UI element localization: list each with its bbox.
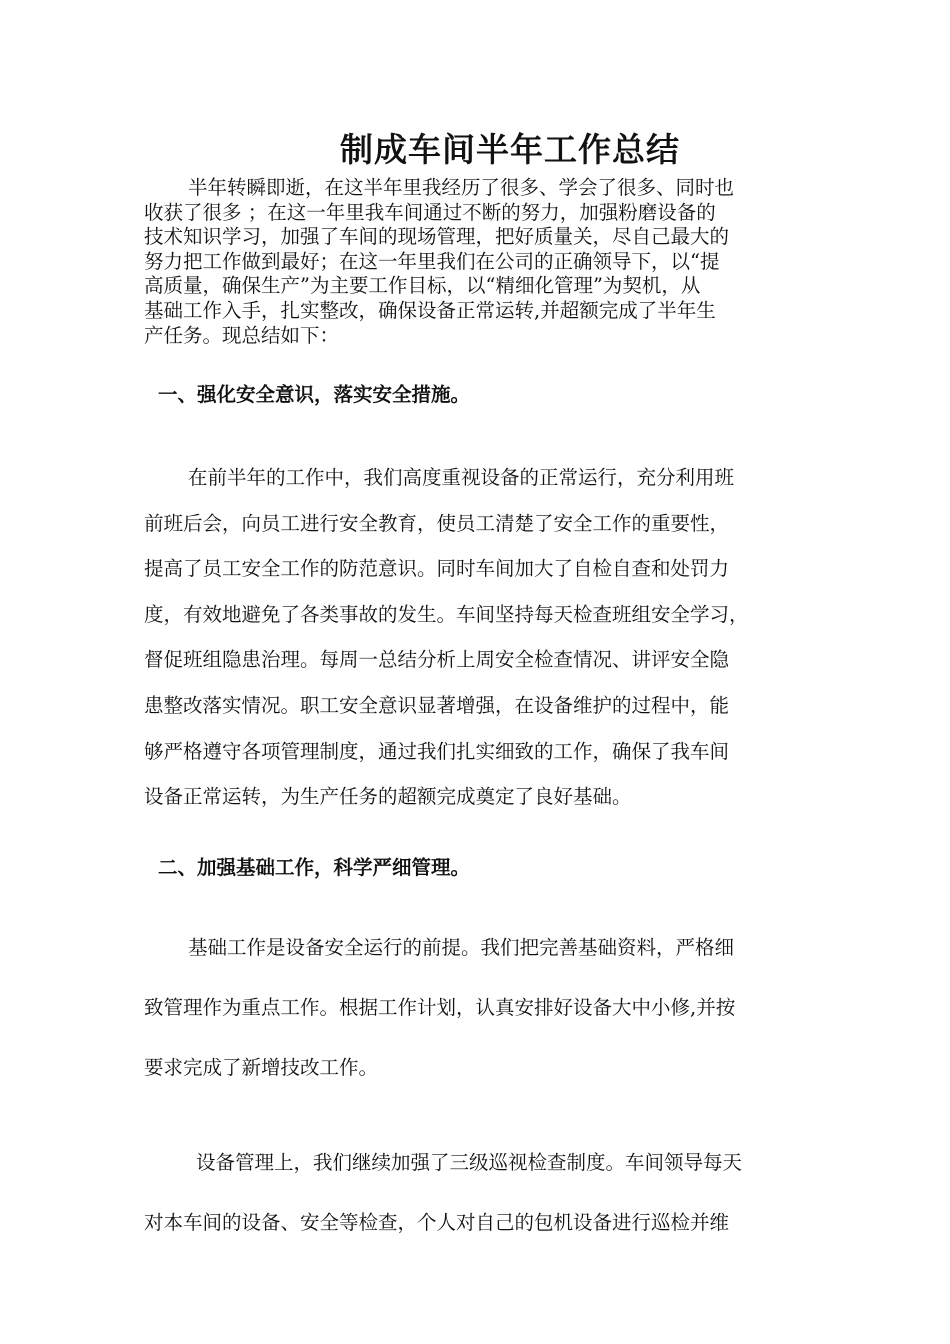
paragraph-line: 设备管理上，我们继续加强了三级巡视检查制度。车间领导每天 bbox=[196, 1151, 743, 1174]
intro-line: 产任务。现总结如下： bbox=[144, 323, 340, 347]
paragraph-line: 设备正常运转，为生产任务的超额完成奠定了良好基础。 bbox=[144, 785, 632, 809]
section-2-heading: 二、加强基础工作，科学严细管理。 bbox=[158, 856, 471, 879]
paragraph-line: 在前半年的工作中，我们高度重视设备的正常运行，充分利用班 bbox=[188, 466, 735, 489]
intro-line: 基础工作入手，扎实整改，确保设备正常运转,并超额完成了半年生 bbox=[144, 298, 716, 322]
paragraph-line: 督促班组隐患治理。每周一总结分析上周安全检查情况、讲评安全隐 bbox=[144, 648, 730, 672]
section-1-paragraph bbox=[144, 455, 824, 820]
intro-line: 技术知识学习，加强了车间的现场管理，把好质量关，尽自己最大的 bbox=[144, 225, 730, 249]
section-2-paragraph-1 bbox=[144, 918, 824, 1098]
intro-line: 收获了很多 ；在这一年里我车间通过不断的努力，加强粉磨设备的 bbox=[144, 200, 716, 224]
intro-line: 努力把工作做到最好；在这一年里我们在公司的正确领导下，以“提 bbox=[144, 249, 720, 273]
paragraph-line: 基础工作是设备安全运行的前提。我们把完善基础资料，严格细 bbox=[188, 936, 735, 959]
section-1-heading: 一、强化安全意识，落实安全措施。 bbox=[158, 383, 471, 406]
paragraph-line: 度，有效地避免了各类事故的发生。车间坚持每天检查班组安全学习， bbox=[144, 602, 749, 626]
intro-line: 半年转瞬即逝，在这半年里我经历了很多、学会了很多、同时也 bbox=[188, 176, 735, 199]
section-2-paragraph-2 bbox=[144, 1133, 824, 1253]
intro-paragraph bbox=[144, 176, 812, 348]
document-title: 制成车间半年工作总结 bbox=[340, 130, 680, 169]
paragraph-line: 前班后会，向员工进行安全教育，使员工清楚了安全工作的重要性， bbox=[144, 511, 730, 535]
intro-line: 高质量，确保生产”为主要工作目标，以“精细化管理”为契机，从 bbox=[144, 274, 701, 298]
paragraph-line: 提高了员工安全工作的防范意识。同时车间加大了自检自查和处罚力 bbox=[144, 557, 730, 581]
paragraph-line: 够严格遵守各项管理制度，通过我们扎实细致的工作，确保了我车间 bbox=[144, 739, 730, 763]
paragraph-line: 对本车间的设备、安全等检查，个人对自己的包机设备进行巡检并维 bbox=[144, 1211, 730, 1234]
paragraph-line: 要求完成了新增技改工作。 bbox=[144, 1056, 379, 1079]
paragraph-line: 患整改落实情况。职工安全意识显著增强，在设备维护的过程中，能 bbox=[144, 693, 730, 717]
paragraph-line: 致管理作为重点工作。根据工作计划，认真安排好设备大中小修,并按 bbox=[144, 996, 736, 1019]
